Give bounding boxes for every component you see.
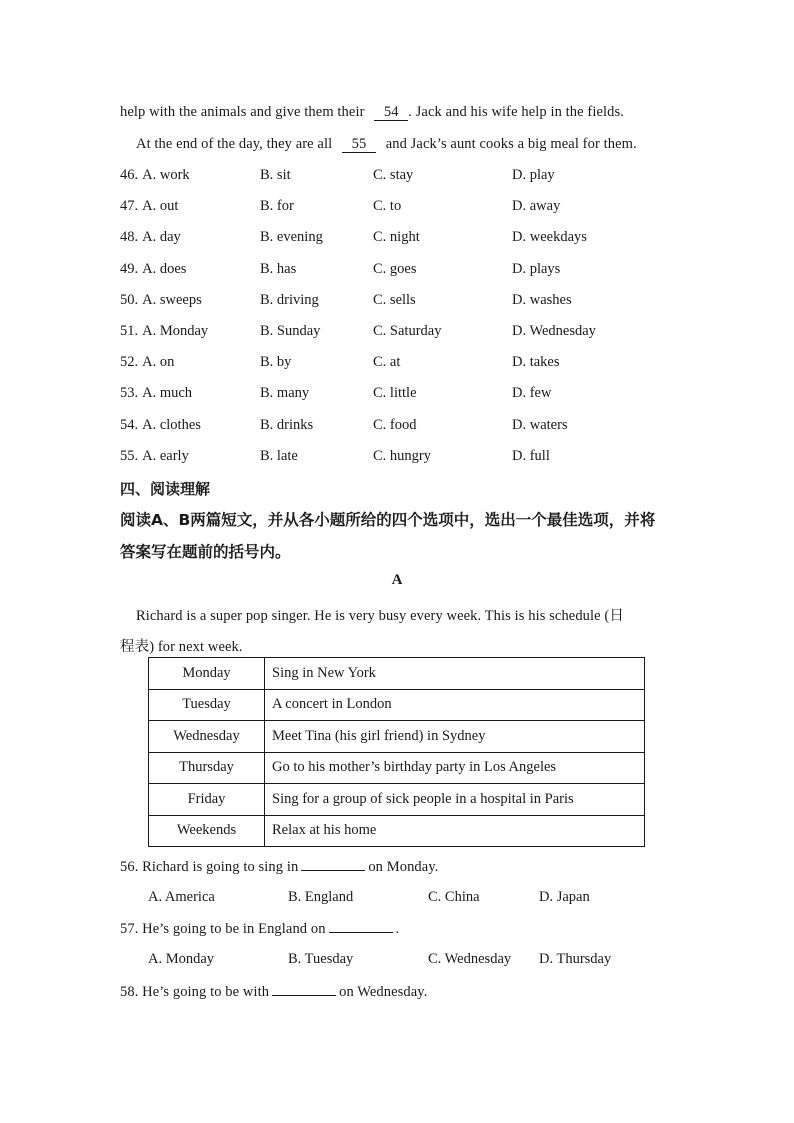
question-stem: 57. He’s going to be in England on (120, 921, 326, 937)
option-d: D. weekdays (512, 229, 587, 246)
option-a: A. Monday (142, 323, 209, 339)
option-c: C. to (373, 198, 402, 215)
section-instruction: 阅读A、B两篇短文，并从各小题所给的四个选项中，选出一个最佳选项，并将 (120, 511, 656, 529)
option-row (120, 323, 720, 343)
option-a: A. on (142, 354, 175, 371)
option-c: C. hungry (373, 447, 431, 464)
option-c: C. little (373, 385, 417, 402)
option-a: A. out (142, 198, 179, 215)
option-d: D. away (512, 198, 561, 215)
question-stem: 58. He’s going to be with (120, 984, 270, 1000)
schedule-activity: A concert in London (265, 689, 645, 721)
option-d: D. play (512, 167, 555, 183)
option-b: B. has (260, 260, 297, 277)
option-row (120, 385, 720, 405)
option-c: C. sells (373, 291, 416, 308)
schedule-day: Thursday (149, 752, 265, 784)
section-title: 四、阅读理解 (120, 480, 211, 498)
option-a: A. Monday (148, 951, 215, 967)
question-stem: on Monday. (368, 859, 439, 875)
schedule-activity: Sing for a group of sick people in a hospital in Paris (265, 784, 645, 816)
passage-line-1 (120, 104, 624, 121)
schedule-day: Monday (149, 658, 265, 690)
option-d: D. waters (512, 416, 568, 433)
schedule-activity: Relax at his home (265, 815, 645, 847)
option-num-a (120, 229, 181, 246)
option-num-a (120, 385, 192, 402)
schedule-row (149, 721, 645, 753)
option-row (120, 229, 720, 249)
option-row (120, 198, 720, 218)
option-a: A. America (148, 889, 215, 905)
option-a: A. early (142, 447, 189, 464)
question-56 (120, 858, 438, 876)
option-num-a (120, 198, 178, 215)
option-a: A. clothes (142, 416, 201, 433)
passage-line-2 (136, 136, 637, 153)
question-number: 51. (120, 323, 139, 339)
option-b: B. Sunday (260, 323, 321, 339)
question-stem: 56. Richard is going to sing in (120, 859, 299, 875)
option-a: A. much (142, 385, 193, 402)
option-num-a (120, 261, 186, 278)
option-row (120, 167, 720, 187)
option-b: B. many (260, 385, 310, 402)
option-d: D. full (512, 447, 550, 464)
question-number: 49. (120, 260, 139, 277)
passage-text: At the end of the day, they are all (136, 136, 333, 152)
schedule-row (149, 689, 645, 721)
option-d: D. few (512, 385, 552, 402)
option-b: B. sit (260, 167, 291, 183)
schedule-activity: Go to his mother’s birthday party in Los Angeles (265, 752, 645, 784)
option-d: D. Japan (539, 889, 590, 905)
option-num-a (120, 323, 208, 340)
option-b: B. drinks (260, 416, 314, 433)
option-a: A. day (142, 229, 181, 246)
schedule-row (149, 752, 645, 784)
option-b: B. Tuesday (288, 951, 354, 967)
section-instruction: 答案写在题前的括号内。 (120, 543, 291, 561)
passage-a-intro: Richard is a super pop singer. He is very busy every week. This is his schedule (日 (136, 608, 624, 624)
schedule-day: Wednesday (149, 721, 265, 753)
option-c: C. Wednesday (428, 951, 512, 967)
option-c: C. night (373, 229, 420, 246)
option-b: B. by (260, 354, 292, 371)
option-row (120, 354, 720, 374)
option-b: B. driving (260, 291, 319, 308)
question-stem: . (395, 921, 400, 937)
schedule-row (149, 658, 645, 690)
schedule-day: Friday (149, 784, 265, 816)
schedule-row (149, 815, 645, 847)
blank-54: 54 (374, 105, 408, 121)
passage-text: . Jack and his wife help in the fields. (408, 104, 624, 120)
question-stem: on Wednesday. (339, 984, 428, 1000)
option-row (120, 448, 720, 468)
passage-text: help with the animals and give them their (120, 104, 365, 120)
schedule-activity: Sing in New York (265, 658, 645, 690)
option-row (120, 292, 720, 312)
schedule-day: Weekends (149, 815, 265, 847)
option-c: C. China (428, 889, 480, 905)
schedule-activity: Meet Tina (his girl friend) in Sydney (265, 721, 645, 753)
schedule-row (149, 784, 645, 816)
option-c: C. stay (373, 167, 414, 183)
schedule-table (148, 657, 645, 847)
option-num-a (120, 448, 189, 465)
option-b: B. England (288, 889, 354, 905)
blank-55: 55 (342, 137, 376, 153)
question-number: 52. (120, 354, 139, 371)
option-d: D. Thursday (539, 951, 612, 967)
option-b: B. late (260, 447, 298, 464)
option-num-a (120, 292, 202, 309)
option-c: C. goes (373, 260, 417, 277)
option-d: D. takes (512, 354, 560, 371)
schedule-day: Tuesday (149, 689, 265, 721)
question-number: 54. (120, 416, 139, 433)
option-c: C. food (373, 416, 417, 433)
option-c: C. Saturday (373, 323, 442, 339)
option-a: A. work (142, 167, 190, 183)
option-a: A. does (142, 260, 187, 277)
question-57-options (148, 951, 708, 971)
option-a: A. sweeps (142, 291, 202, 308)
question-number: 53. (120, 385, 139, 402)
question-58 (120, 983, 427, 1001)
option-num-a (120, 417, 201, 434)
passage-a-label: A (391, 572, 403, 588)
question-56-options (148, 889, 708, 909)
option-num-a (120, 167, 190, 184)
option-row (120, 417, 720, 437)
answer-blank (301, 858, 365, 871)
question-number: 50. (120, 291, 139, 308)
question-number: 47. (120, 198, 139, 215)
question-number: 46. (120, 167, 139, 183)
option-d: D. Wednesday (512, 323, 596, 339)
option-b: B. for (260, 198, 294, 215)
answer-blank (329, 920, 393, 933)
passage-text: and Jack’s aunt cooks a big meal for them. (385, 136, 637, 152)
passage-a-intro: 程表) for next week. (120, 639, 243, 655)
option-d: D. washes (512, 291, 572, 308)
answer-blank (272, 983, 336, 996)
option-c: C. at (373, 354, 401, 371)
question-57 (120, 920, 399, 938)
option-row (120, 261, 720, 281)
option-d: D. plays (512, 260, 561, 277)
question-number: 55. (120, 447, 139, 464)
option-b: B. evening (260, 229, 323, 246)
question-number: 48. (120, 229, 139, 246)
option-num-a (120, 354, 174, 371)
